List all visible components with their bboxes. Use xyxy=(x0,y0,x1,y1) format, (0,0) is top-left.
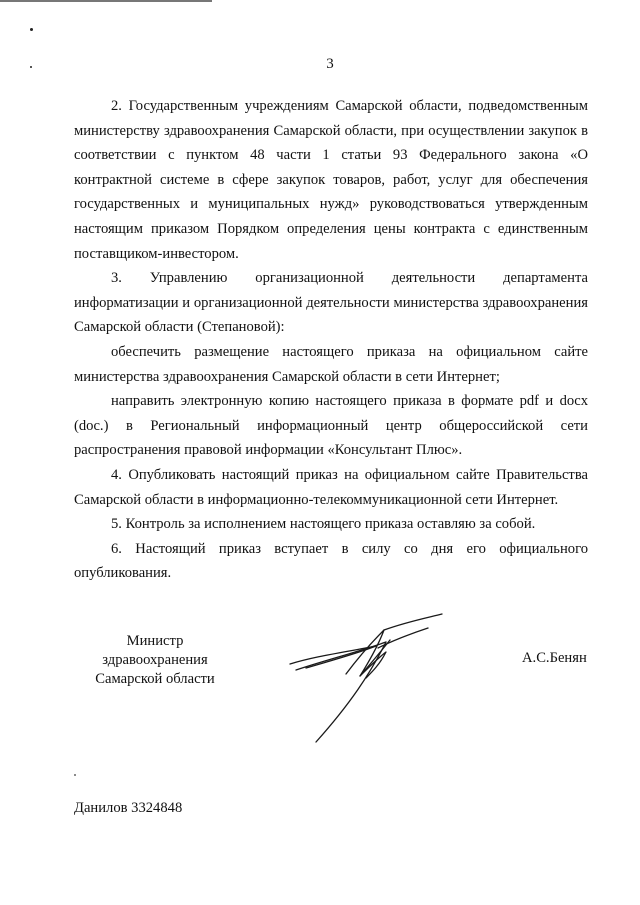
paragraph-item-6: 6. Настоящий приказ вступает в силу со дня его официального опубликования. xyxy=(74,540,588,582)
top-scan-rule xyxy=(0,0,212,2)
executor-note: Данилов 3324848 xyxy=(74,800,183,816)
handwritten-signature xyxy=(286,612,446,746)
paragraph-item-2: 2. Государственным учреждениям Самарской области, подведомственным министерству здравоохранения Самарской области, при осуществлении закупок в соответствии с пунктом 48 части 1 статьи 93 Федерального закона «О контрактной системе в сфере закупок товаров, работ, услуг для обеспечения государственных и муниципальных нужд» руководствоваться утвержденным настоящим приказом Порядком определения цены контракта с единственным поставщиком-инвестором. xyxy=(74,98,588,262)
page-number: 3 xyxy=(326,56,334,72)
document-body xyxy=(74,94,588,586)
paragraph-item-3-sub-2: направить электронную копию настоящего приказа в формате pdf и docx (doc.) в Региональный информационный центр общероссийской сети распространения правовой информации «Консультант Плюс». xyxy=(74,393,588,459)
paragraph-item-3: 3. Управлению организационной деятельности департамента информатизации и организационной деятельности министерства здравоохранения Самарской области (Степановой): xyxy=(74,270,588,336)
scan-speck xyxy=(30,28,33,31)
paragraph-item-3-sub-1: обеспечить размещение настоящего приказа на официальном сайте министерства здравоохранения Самарской области в сети Интернет; xyxy=(74,343,588,385)
scan-speck xyxy=(30,66,32,68)
paragraph-item-5: 5. Контроль за исполнением настоящего приказа оставляю за собой. xyxy=(111,516,536,533)
scan-speck xyxy=(74,774,76,776)
signatory-title-line: здравоохранения xyxy=(102,652,208,668)
signatory-title xyxy=(80,632,230,689)
signatory-title-line: Самарской области xyxy=(95,671,215,687)
paragraph-item-4: 4. Опубликовать настоящий приказ на официальном сайте Правительства Самарской области в информационно-телекоммуникационной сети Интернет. xyxy=(74,466,588,508)
signatory-name: А.С.Бенян xyxy=(522,650,587,666)
signatory-title-line: Министр xyxy=(126,633,184,649)
